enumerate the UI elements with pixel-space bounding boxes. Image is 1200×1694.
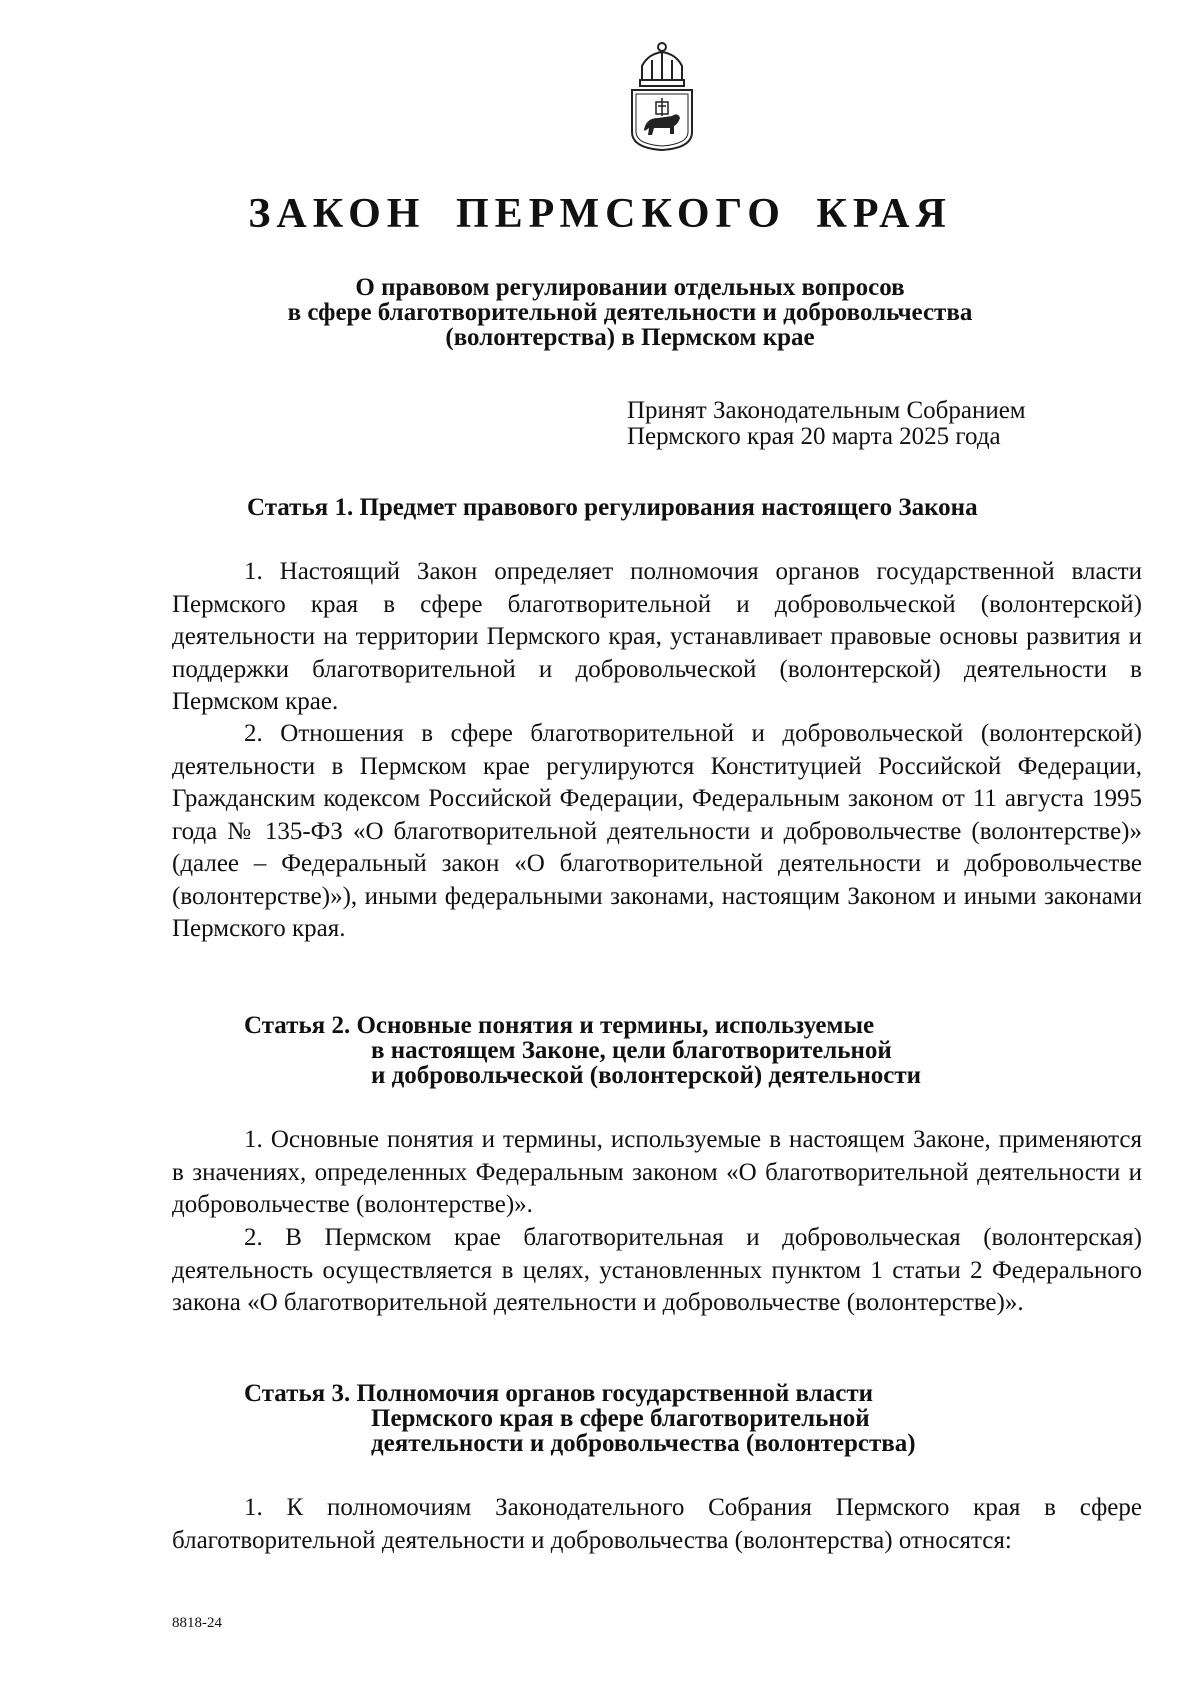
article-heading-line: Пермского края в сфере благотворительной [371, 1405, 870, 1432]
article-heading-line: Статья 1. Предмет правового регулирования настоящего Закона [247, 494, 978, 521]
article-2-paragraph-1: 1. Основные понятия и термины, используемые в настоящем Законе, применяются в значениях, определенных Федеральным законом «О благотворительной деятельности и добровольчестве (волонтерстве)». [172, 1126, 1142, 1218]
article-2-paragraph-2: 2. В Пермском крае благотворительная и добровольческая (волонтерская) деятельность осуществляется в целях, установленных пунктом 1 статьи 2 Федерального закона «О благотворительной деятельности и добровольчестве (волонтерстве)». [172, 1224, 1142, 1316]
article-1-paragraph-2: 2. Отношения в сфере благотворительной и добровольческой (волонтерской) деятельности в Пермском крае регулируются Конституцией Российской Федерации, Гражданским кодексом Российской Федерации, Федеральным законом от 11 августа 1995 года № 135-ФЗ «О благотворительной деятельности и добровольчестве (волонтерстве)» (далее – Федеральный закон «О благотворительной деятельности и добровольчестве (волонтерстве)»), иными федеральными законами, настоящим Законом и иными законами Пермского края. [172, 720, 1142, 942]
article-heading-line: и добровольческой (волонтерской) деятельности [371, 1062, 922, 1089]
perm-krai-coat-of-arms-icon [628, 40, 696, 152]
adoption-note [627, 398, 1107, 450]
document-code: 8818-24 [172, 1615, 222, 1631]
subtitle-line: О правовом регулировании отдельных вопросов [355, 274, 905, 301]
subtitle-line: в сфере благотворительной деятельности и добровольчества [287, 299, 973, 326]
article-3-paragraph-1: 1. К полномочиям Законодательного Собрания Пермского края в сфере благотворительной деятельности и добровольчества (волонтерства) относятся: [172, 1494, 1142, 1554]
article-heading-line: Статья 2. Основные понятия и термины, используемые [244, 1012, 875, 1039]
article-3-heading [244, 1381, 916, 1456]
article-heading-line: в настоящем Законе, цели благотворительной [371, 1037, 892, 1064]
article-2-heading [244, 1013, 921, 1088]
adoption-line: Принят Законодательным Собранием [627, 397, 1026, 424]
adoption-line: Пермского края 20 марта 2025 года [627, 423, 1001, 450]
law-subtitle [200, 275, 1060, 350]
article-1-heading [247, 495, 978, 520]
article-1-paragraph-1: 1. Настоящий Закон определяет полномочия органов государственной власти Пермского края в сфере благотворительной и добровольческой (волонтерской) деятельности на территории Пермского края, устанавливает правовые основы развития и поддержки благотворительной и добровольческой (волонтерской) деятельности в Пермском крае. [172, 558, 1142, 715]
article-heading-line: Статья 3. Полномочия органов государственной власти [244, 1380, 874, 1407]
article-heading-line: деятельности и добровольчества (волонтерства) [371, 1430, 916, 1457]
subtitle-line: (волонтерства) в Пермском крае [445, 324, 815, 351]
law-title: ЗАКОН ПЕРМСКОГО КРАЯ [248, 191, 952, 237]
